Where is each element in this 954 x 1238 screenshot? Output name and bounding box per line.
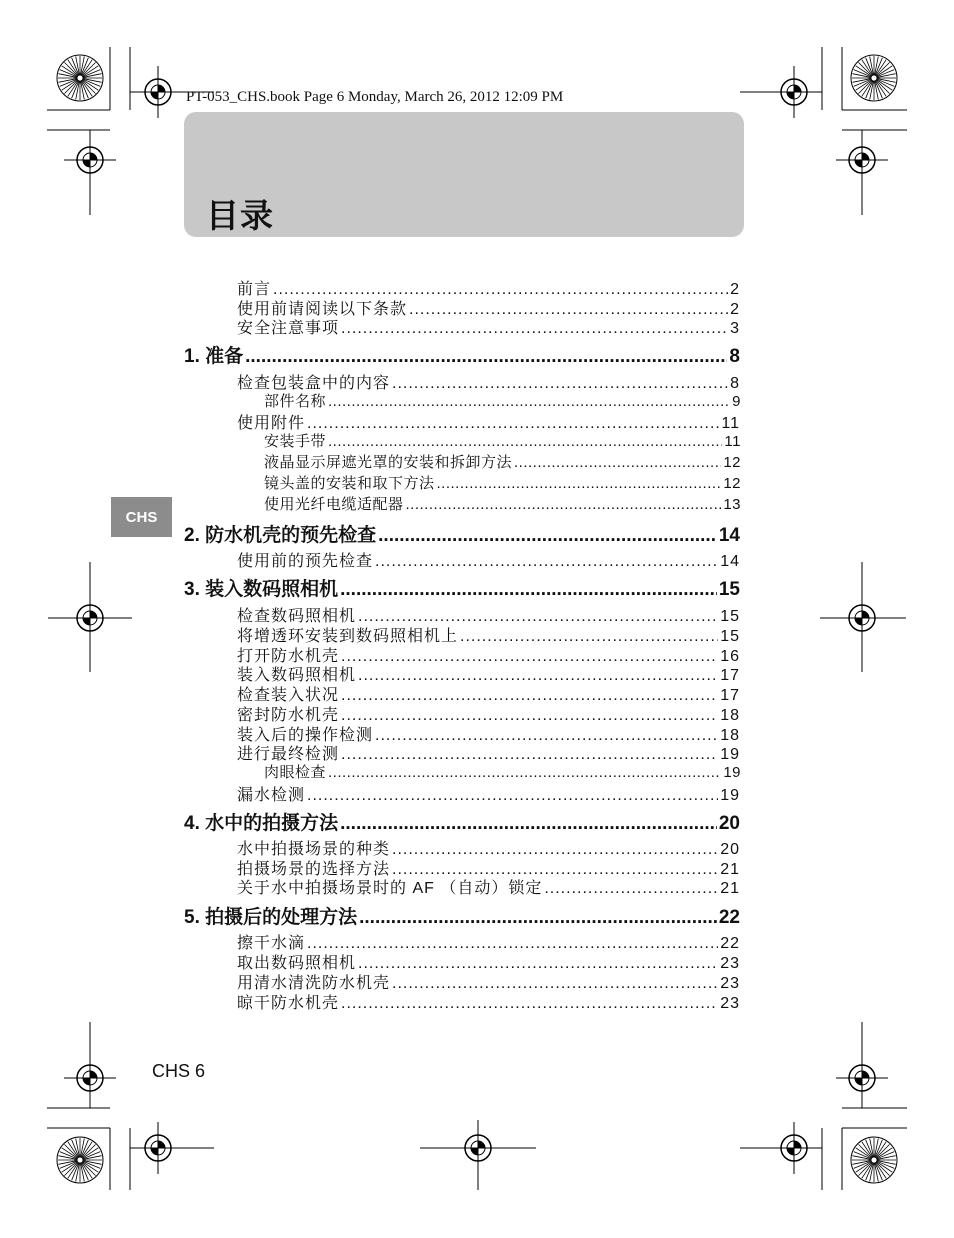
- toc-entry-page-number: 23: [720, 975, 740, 992]
- toc-entry[interactable]: [237, 782, 740, 805]
- toc-entry-label: 擦干水滴: [237, 935, 306, 952]
- toc-entry-page-number: 22: [720, 935, 740, 952]
- toc-dot-leader: [437, 475, 722, 492]
- toc-entry-label: 镜头盖的安装和取下方法: [264, 475, 435, 492]
- toc-dot-leader: [375, 553, 718, 571]
- toc-dot-leader: [307, 787, 718, 805]
- toc-entry-page-number: 14: [720, 553, 740, 570]
- toc-entry-page-number: 21: [720, 880, 740, 897]
- toc-entry-label: 检查数码照相机: [237, 608, 357, 625]
- toc-entry-page-number: 11: [724, 433, 741, 450]
- toc-entry-page-number: 3: [730, 320, 740, 337]
- toc-entry-page-number: 15: [720, 628, 740, 645]
- toc-entry-label: 2. 防水机壳的预先检查: [184, 525, 377, 546]
- toc-entry-label: 关于水中拍摄场景时的 AF （自动）锁定: [237, 880, 543, 897]
- toc-entry-page-number: 8: [729, 346, 740, 367]
- toc-entry-label: 安全注意事项: [237, 320, 340, 337]
- toc-entry-label: 检查装入状况: [237, 687, 340, 704]
- toc-entry-page-number: 9: [732, 393, 741, 410]
- toc-dot-leader: [406, 496, 722, 513]
- toc-entry-label: 使用前请阅读以下条款: [237, 301, 408, 318]
- toc-entry-label: 取出数码照相机: [237, 955, 357, 972]
- toc-entry-page-number: 11: [721, 415, 740, 432]
- toc-entry-label: 前言: [237, 281, 272, 298]
- language-tab-label: CHS: [125, 508, 158, 526]
- toc-entry-label: 漏水检测: [237, 787, 306, 804]
- toc-entry[interactable]: [237, 990, 740, 1013]
- toc-entry-label: 进行最终检测: [237, 746, 340, 763]
- toc-entry-label: 5. 拍摄后的处理方法: [184, 907, 358, 928]
- toc-entry-page-number: 17: [720, 667, 740, 684]
- toc-entry-label: 3. 装入数码照相机: [184, 579, 339, 600]
- toc-dot-leader: [341, 995, 718, 1013]
- toc-dot-leader: [514, 454, 721, 471]
- toc-entry-page-number: 19: [720, 787, 740, 804]
- book-file-info: PT-053_CHS.book Page 6 Monday, March 26, 2012 12:09 PM: [186, 89, 564, 105]
- toc-entry[interactable]: [237, 315, 740, 338]
- toc-entry-page-number: 12: [723, 454, 741, 471]
- toc-chapter-entry[interactable]: [184, 902, 740, 929]
- toc-entry-label: 装入数码照相机: [237, 667, 357, 684]
- toc-dot-leader: [245, 346, 727, 368]
- toc-dot-leader: [340, 579, 717, 601]
- language-tab: [111, 497, 172, 537]
- toc-entry-page-number: 2: [730, 301, 740, 318]
- toc-chapter-entry[interactable]: [184, 341, 740, 368]
- toc-entry-page-number: 14: [718, 525, 740, 546]
- toc-chapter-entry[interactable]: [184, 808, 740, 835]
- toc-entry-page-number: 19: [723, 764, 741, 781]
- toc-entry-page-number: 20: [718, 813, 740, 834]
- toc-entry-label: 使用前的预先检查: [237, 553, 374, 570]
- toc-entry-page-number: 8: [730, 375, 740, 392]
- toc-entry-page-number: 20: [720, 841, 740, 858]
- toc-entry-label: 将增透环安装到数码照相机上: [237, 628, 459, 645]
- toc-dot-leader: [378, 525, 717, 547]
- toc-entry-label: 用清水清洗防水机壳: [237, 975, 391, 992]
- toc-dot-leader: [340, 813, 717, 835]
- toc-entry-page-number: 12: [723, 475, 741, 492]
- toc-entry-label: 拍摄场景的选择方法: [237, 861, 391, 878]
- toc-entry[interactable]: [237, 548, 740, 571]
- toc-entry-page-number: 21: [720, 861, 740, 878]
- toc-dot-leader: [328, 393, 730, 410]
- toc-entry-page-number: 19: [720, 746, 740, 763]
- toc-chapter-entry[interactable]: [184, 520, 740, 547]
- title-banner: [184, 112, 744, 237]
- toc-entry-label: 肉眼检查: [264, 764, 327, 781]
- toc-entry-page-number: 18: [720, 727, 740, 744]
- toc-entry-label: 检查包装盒中的内容: [237, 375, 391, 392]
- toc-entry-label: 装入后的操作检测: [237, 727, 374, 744]
- toc-entry-page-number: 2: [730, 281, 740, 298]
- toc-entry-label: 水中拍摄场景的种类: [237, 841, 391, 858]
- page-number-footer: CHS 6: [152, 1061, 206, 1081]
- toc-dot-leader: [328, 764, 721, 781]
- toc-chapter-entry[interactable]: [184, 574, 740, 601]
- page-title: 目录: [206, 197, 274, 234]
- toc-entry-label: 1. 准备: [184, 346, 244, 367]
- toc-entry[interactable]: [264, 493, 741, 514]
- toc-dot-leader: [359, 907, 717, 929]
- toc-entry-page-number: 23: [720, 995, 740, 1012]
- toc-entry-label: 密封防水机壳: [237, 707, 340, 724]
- toc-entry-page-number: 17: [720, 687, 740, 704]
- toc-entry-label: 使用附件: [237, 415, 306, 432]
- toc-entry[interactable]: [264, 761, 741, 782]
- toc-entry-page-number: 13: [723, 496, 741, 513]
- toc-entry-page-number: 16: [720, 648, 740, 665]
- toc-dot-leader: [341, 320, 728, 338]
- toc-entry-page-number: 15: [720, 608, 740, 625]
- toc-entry[interactable]: [264, 472, 741, 493]
- toc-dot-leader: [544, 880, 718, 898]
- toc-entry-label: 液晶显示屏遮光罩的安装和拆卸方法: [264, 454, 513, 471]
- toc-entry-page-number: 18: [720, 707, 740, 724]
- toc-entry-label: 打开防水机壳: [237, 648, 340, 665]
- toc-dot-leader: [328, 433, 722, 450]
- toc-entry-label: 安装手带: [264, 433, 327, 450]
- toc-entry-label: 4. 水中的拍摄方法: [184, 813, 339, 834]
- toc-entry-page-number: 22: [718, 907, 740, 928]
- toc-entry[interactable]: [264, 390, 741, 411]
- toc-entry[interactable]: [237, 875, 740, 898]
- toc-entry-label: 部件名称: [264, 393, 327, 410]
- toc-entry-label: 晾干防水机壳: [237, 995, 340, 1012]
- toc-entry-page-number: 15: [718, 579, 740, 600]
- toc-entry-page-number: 23: [720, 955, 740, 972]
- toc-entry[interactable]: [264, 451, 741, 472]
- toc-entry[interactable]: [264, 430, 741, 451]
- toc-entry-label: 使用光纤电缆适配器: [264, 496, 404, 513]
